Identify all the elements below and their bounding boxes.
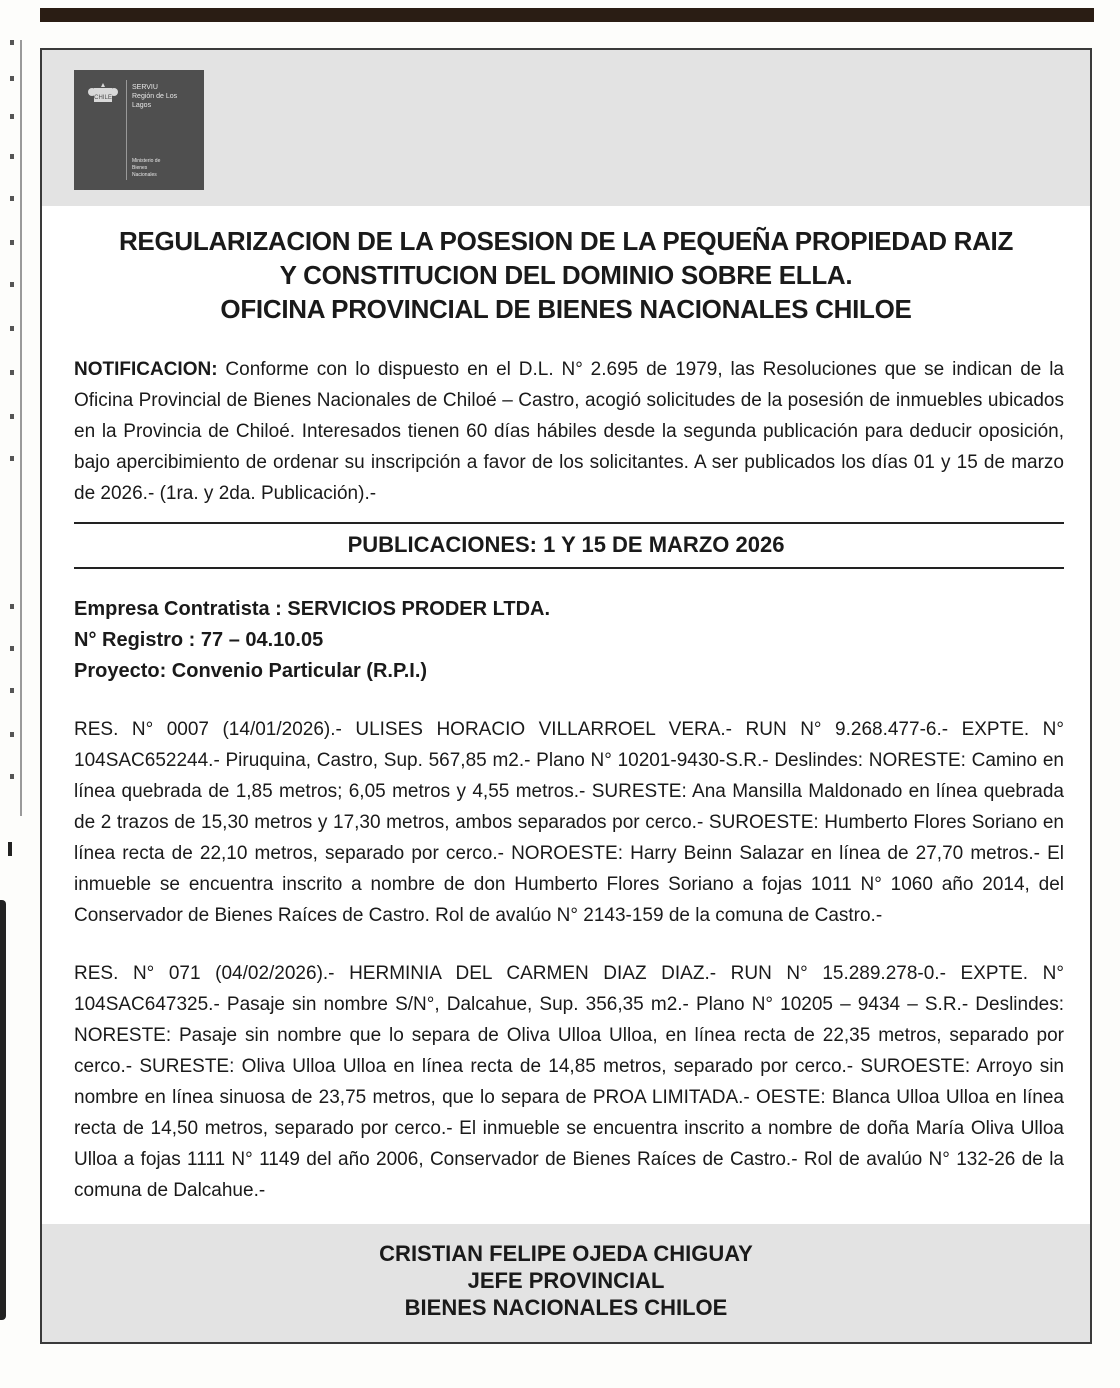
title-line: OFICINA PROVINCIAL DE BIENES NACIONALES CHILOE bbox=[220, 294, 912, 324]
section-rule-top bbox=[74, 522, 1064, 524]
legal-notice-panel bbox=[40, 48, 1092, 1344]
contractor-block bbox=[74, 594, 550, 687]
title-line: REGULARIZACION DE LA POSESION DE LA PEQUEÑA PROPIEDAD RAIZ bbox=[118, 226, 1014, 256]
header-band bbox=[42, 50, 1090, 206]
notification-paragraph bbox=[74, 354, 1064, 509]
svg-text:CHILE: CHILE bbox=[94, 95, 112, 101]
notification-lead: NOTIFICACION: bbox=[74, 359, 218, 380]
resolution-paragraph: RES. N° 0007 (14/01/2026).- ULISES HORACIO VILLARROEL VERA.- RUN N° 9.268.477-6.- EXPTE. N° 104SAC652244.- Piruquina, Castro, Sup. 567,85 m2.- Plano N° 10201-9430-S.R.- Deslindes: NORESTE: Camino en línea quebrada de 1,85 metros; 6,05 metros y 4,55 metros.- SURESTE: Ana Mansilla Maldonado en línea quebrada de 2 trazos de 15,30 metros y 17,30 metros, ambos separados por cerco.- SUROESTE: Humberto Flores Soriano en línea recta de 22,10 metros, separado por cerco.- NOROESTE: Harry Beinn Salazar en línea de 27,70 metros.- El inmueble se encuentra inscrito a nombre de don Humberto Flores Soriano a fojas 1011 N° 1060 año 2014, del Conservador de Bienes Raíces de Castro. Rol de avalúo N° 2143-159 de la comuna de Castro.- bbox=[74, 719, 1064, 926]
logo-brand: SERVIU Región de Los Lagos bbox=[132, 84, 178, 109]
signature-block bbox=[42, 1240, 1090, 1321]
logo-divider bbox=[126, 80, 127, 180]
margin-mark bbox=[8, 842, 12, 856]
adjacent-column-fragments bbox=[8, 36, 18, 816]
adjacent-column-bar bbox=[0, 900, 6, 1320]
contractor-name: Empresa Contratista : SERVICIOS PRODER LTDA. bbox=[74, 598, 551, 620]
notice-title bbox=[42, 224, 1090, 326]
signer-name: CRISTIAN FELIPE OJEDA CHIGUAY bbox=[379, 1241, 753, 1266]
notification-text: Conforme con lo dispuesto en el D.L. N° 2.695 de 1979, las Resoluciones que se indican de la Oficina Provincial de Bienes Nacionales de Chiloé – Castro, acogió solicitudes de la posesión de inmuebles ubicados en la Provincia de Chiloé. Interesados tienen 60 días hábiles desde la segunda publicación para deducir oposición, bajo apercibimiento de ordenar su inscripción a favor de los solicitantes. A ser publicados los días 01 y 15 de marzo de 2026.- (1ra. y 2da. Publicación).- bbox=[74, 359, 1064, 504]
signer-office: BIENES NACIONALES CHILOE bbox=[404, 1295, 728, 1320]
resolution-paragraph: RES. N° 071 (04/02/2026).- HERMINIA DEL CARMEN DIAZ DIAZ.- RUN N° 15.289.278-0.- EXPTE. N° 104SAC647325.- Pasaje sin nombre S/N°, Dalcahue, Sup. 356,35 m2.- Plano N° 10205 – 9434 – S.R.- Deslindes: NORESTE: Pasaje sin nombre que lo separa de Oliva Ulloa Ulloa, en línea recta de 22,35 metros, separado por cerco.- SURESTE: Oliva Ulloa Ulloa en línea recta de 14,85 metros, separado por cerco.- SUROESTE: Arroyo sin nombre en línea sinuosa de 23,75 metros, que lo separa de PROA LIMITADA.- OESTE: Blanca Ulloa Ulloa en línea recta de 14,50 metros, separado por cerco.- El inmueble se encuentra inscrito a nombre de doña María Oliva Ulloa Ulloa a fojas 1111 N° 1149 del año 2006, Conservador de Bienes Raíces de Castro.- Rol de avalúo N° 132-26 de la comuna de Dalcahue.- bbox=[74, 963, 1064, 1201]
logo-ministry: Ministerio de Bienes Nacionales bbox=[132, 158, 161, 178]
section-rule-bottom bbox=[74, 567, 1064, 569]
adjacent-column-edge bbox=[20, 40, 22, 816]
registry-number: N° Registro : 77 – 04.10.05 bbox=[74, 629, 324, 651]
title-line: Y CONSTITUCION DEL DOMINIO SOBRE ELLA. bbox=[279, 260, 853, 290]
publications-heading: PUBLICACIONES: 1 Y 15 DE MARZO 2026 bbox=[347, 532, 785, 557]
ministry-logo bbox=[74, 70, 204, 190]
signer-role: JEFE PROVINCIAL bbox=[467, 1268, 665, 1293]
chile-coat-of-arms-icon bbox=[86, 82, 120, 108]
top-rule bbox=[40, 8, 1094, 22]
project-name: Proyecto: Convenio Particular (R.P.I.) bbox=[74, 660, 428, 682]
